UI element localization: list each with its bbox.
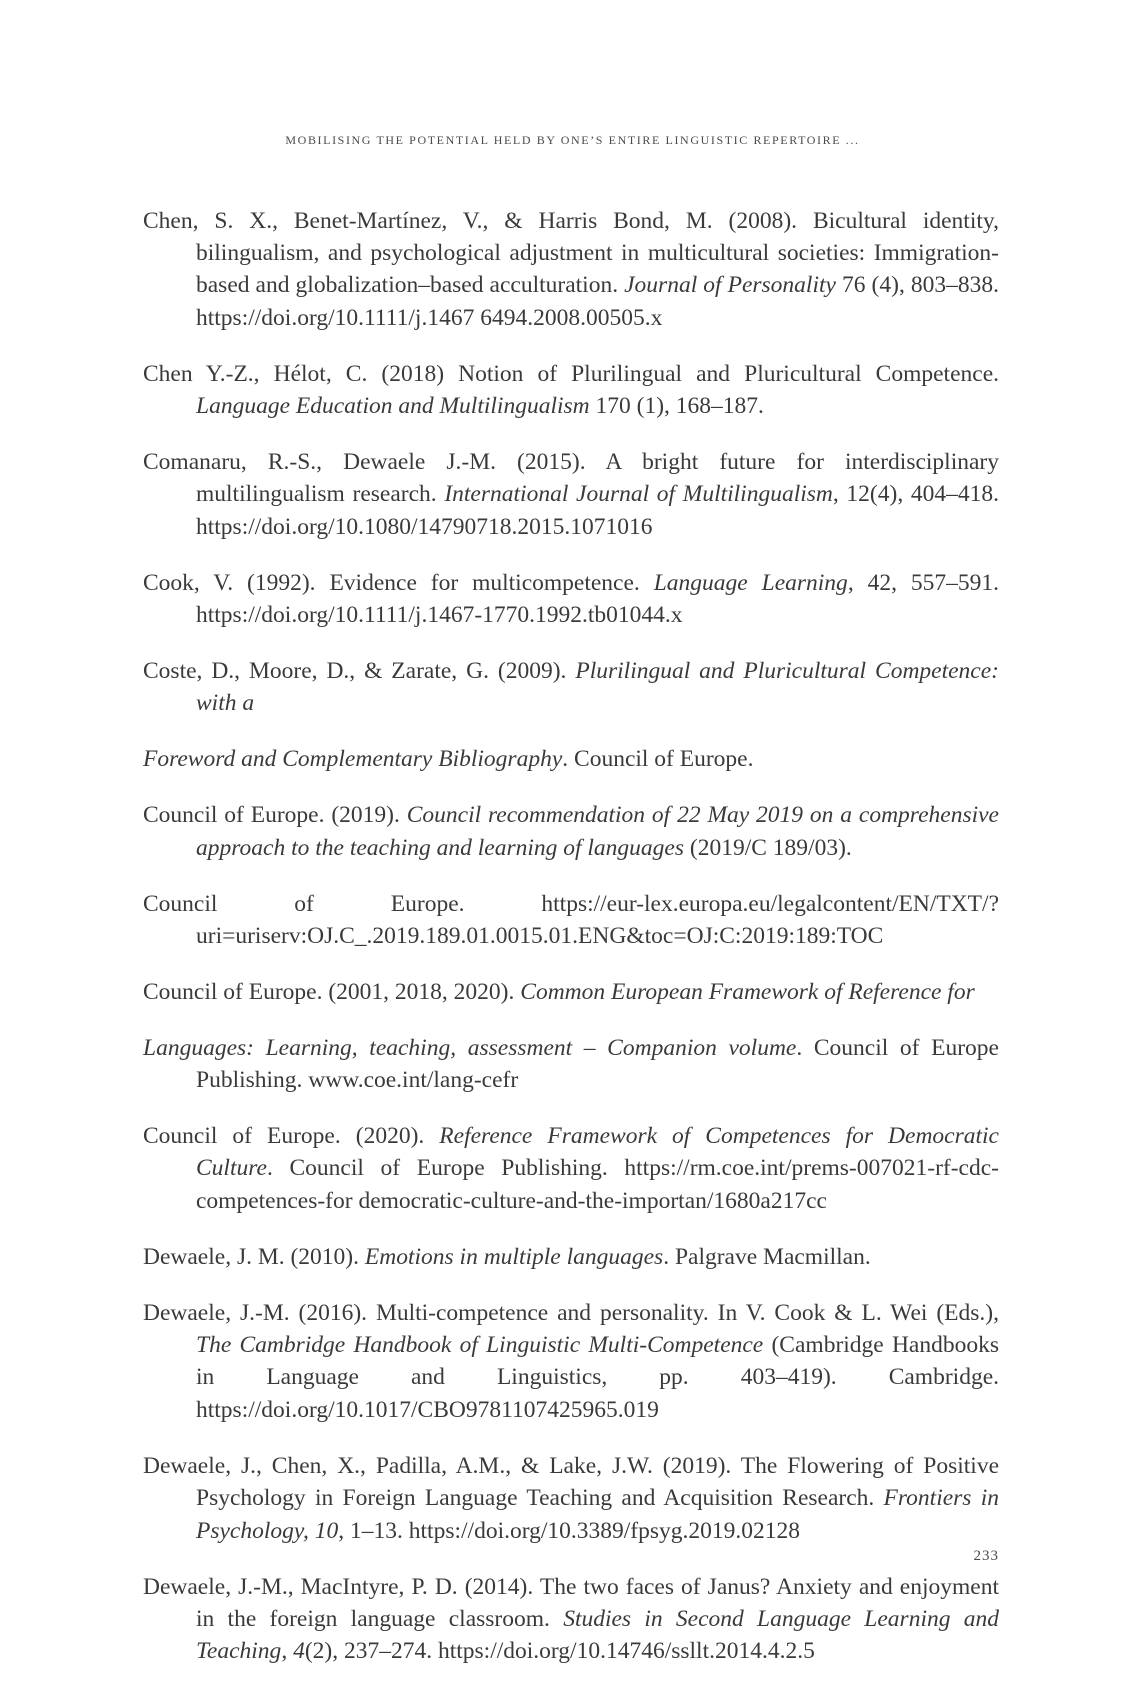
- reference-source: Plurilingual and Pluricultural Competence: with a: [196, 657, 999, 717]
- reference-entry: [143, 567, 999, 632]
- reference-entry: [143, 1241, 999, 1273]
- reference-details: (2), 237–274. https://doi.org/10.14746/ssllt.2014.4.2.5: [304, 1638, 815, 1665]
- reference-entry: [143, 888, 999, 953]
- reference-details: . Palgrave Macmillan.: [663, 1243, 871, 1270]
- reference-entry: [143, 446, 999, 543]
- running-head: MOBILISING THE POTENTIAL HELD BY ONE’S ENTIRE LINGUISTIC REPERTOIRE ...: [285, 133, 860, 147]
- reference-entry: [143, 358, 999, 423]
- reference-source: Common European Framework of Reference for: [520, 978, 975, 1005]
- reference-source: Frontiers in Psychology, 10: [196, 1485, 1000, 1544]
- reference-volume: 4: [293, 1638, 305, 1665]
- reference-source: Foreword and Complementary Bibliography: [143, 746, 563, 773]
- reference-details: (2019/C 189/03).: [684, 834, 852, 861]
- reference-text: Dewaele, J., Chen, X., Padilla, A.M., & Lake, J.W. (2019). The Flowering of Positive Psychology in Foreign Language Teaching and Acquisition Research.: [143, 1452, 999, 1512]
- reference-details: . Council of Europe Publishing. https://rm.coe.int/prems-007021-rf-cdc-competences-for democratic-culture-and-the-importan/1680a217cc: [196, 1155, 999, 1214]
- reference-text: Chen, S. X., Benet-Martínez, V., & Harris Bond, M. (2008). Bicultural identity, bilingualism, and psychological adjustment in multicultural societies: Immigration-based and globalization–based acculturation.: [143, 207, 999, 299]
- reference-text: Cook, V. (1992). Evidence for multicompetence.: [143, 569, 654, 596]
- reference-details: ,: [281, 1638, 294, 1665]
- reference-details: , 42, 557–591. https://doi.org/10.1111/j.1467-1770.1992.tb01044.x: [196, 569, 1000, 629]
- reference-entry: [143, 1120, 999, 1217]
- reference-source: Reference Framework of Competences for Democratic Culture: [196, 1123, 999, 1182]
- reference-details: 170 (1), 168–187.: [589, 393, 764, 420]
- reference-source: Emotions in multiple languages: [364, 1243, 664, 1270]
- reference-details: , 1–13. https://doi.org/10.3389/fpsyg.2019.02128: [338, 1517, 801, 1544]
- reference-entry: [143, 1297, 999, 1427]
- reference-source: Languages: Learning, teaching, assessment – Companion volume: [143, 1034, 797, 1061]
- page-number: 233: [973, 1548, 999, 1564]
- reference-continuation: [143, 1032, 999, 1097]
- reference-entry: [143, 1450, 999, 1547]
- reference-entry: [143, 205, 999, 335]
- reference-source: The Cambridge Handbook of Linguistic Multi-Competence: [196, 1332, 764, 1359]
- reference-text: Dewaele, J.-M. (2016). Multi-competence and personality. In V. Cook & L. Wei (Eds.),: [143, 1299, 999, 1326]
- reference-text: Dewaele, J. M. (2010).: [143, 1243, 365, 1270]
- reference-text: Comanaru, R.-S., Dewaele J.-M. (2015). A bright future for interdisciplinary multilingualism research.: [143, 448, 999, 508]
- reference-details: (Cambridge Handbooks in Language and Linguistics, pp. 403–419). Cambridge. https://doi.org/10.1017/CBO9781107425965.019: [196, 1332, 1000, 1423]
- reference-entry: [143, 799, 999, 864]
- reference-source: Journal of Personality: [624, 272, 836, 299]
- reference-source: Council recommendation of 22 May 2019 on a comprehensive approach to the teaching and learning of languages: [196, 802, 999, 861]
- reference-text: Council of Europe. https://eur-lex.europa.eu/legalcontent/EN/TXT/?uri=uriserv:OJ.C_.2019.189.01.0015.01.ENG&toc=OJ:C:2019:189:TOC: [143, 890, 999, 949]
- reference-source: Studies in Second Language Learning and Teaching: [196, 1605, 999, 1665]
- reference-list: [143, 181, 999, 1676]
- reference-text: Council of Europe. (2019).: [143, 802, 407, 829]
- reference-entry: [143, 655, 999, 720]
- reference-details: . Council of Europe.: [562, 746, 754, 773]
- reference-source: Language Learning: [653, 569, 848, 596]
- reference-text: Coste, D., Moore, D., & Zarate, G. (2009).: [143, 657, 576, 684]
- reference-text: Dewaele, J.-M., MacIntyre, P. D. (2014). The two faces of Janus? Anxiety and enjoyment in the foreign language classroom.: [143, 1573, 999, 1632]
- reference-details: . Council of Europe Publishing. www.coe.int/lang-cefr: [196, 1034, 999, 1094]
- reference-text: Chen Y.-Z., Hélot, C. (2018) Notion of Plurilingual and Pluricultural Competence.: [143, 360, 999, 387]
- reference-text: Council of Europe. (2020).: [143, 1123, 440, 1150]
- reference-entry: [143, 976, 999, 1008]
- reference-entry: [143, 1571, 999, 1668]
- reference-details: , 12(4), 404–418. https://doi.org/10.1080/14790718.2015.1071016: [196, 481, 1000, 540]
- reference-details: 76 (4), 803–838. https://doi.org/10.1111/j.1467 6494.2008.00505.x: [196, 272, 1000, 331]
- reference-source: Language Education and Multilingualism: [196, 393, 590, 420]
- reference-continuation: [143, 743, 999, 775]
- reference-source: International Journal of Multilingualism: [444, 481, 833, 508]
- reference-text: Council of Europe. (2001, 2018, 2020).: [143, 978, 521, 1005]
